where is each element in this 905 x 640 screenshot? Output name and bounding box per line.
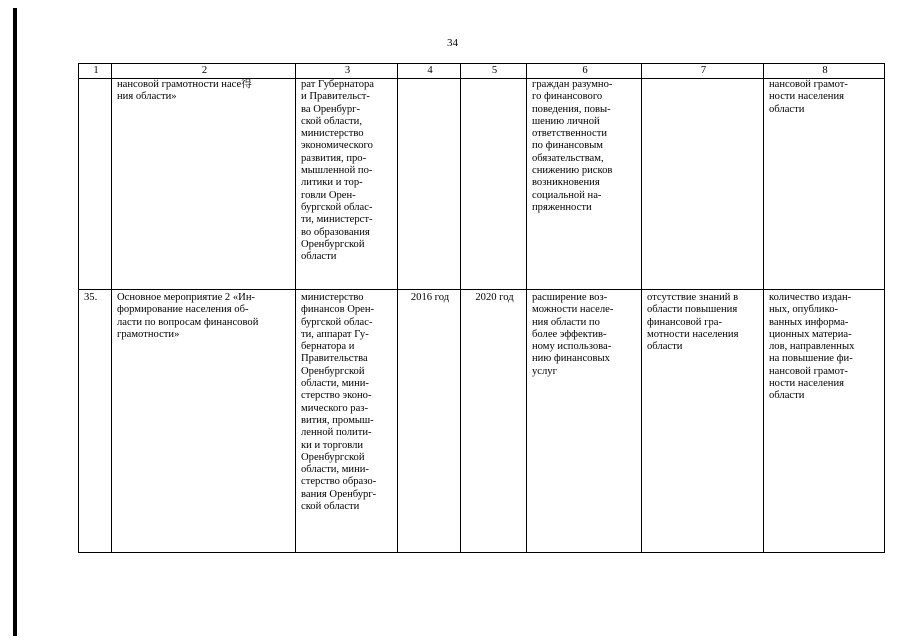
column-header: 2: [112, 64, 296, 79]
start-year-cell: 2016 год: [398, 290, 461, 553]
consequences-cell: [642, 79, 764, 290]
executors-cell: рат Губернатора и Правительст- ва Оренбург- ской области, министерство экономического развития, про- мышленной по- литики и тор- говли Орен- бургской облас- ти, министерст- во образования Оренбургской области: [296, 79, 398, 290]
indicator-cell: нансовой грамот- ности населения области: [764, 79, 885, 290]
event-cell: нансовой грамотности насе得 ния области»: [112, 79, 296, 290]
program-table: [78, 63, 885, 553]
start-year-cell: [398, 79, 461, 290]
result-cell: расширение воз- можности населе- ния области по более эффектив- ному использова- нию финансовых услуг: [527, 290, 642, 553]
column-header: 6: [527, 64, 642, 79]
column-header: 8: [764, 64, 885, 79]
row-number-cell: [79, 79, 112, 290]
column-header: 4: [398, 64, 461, 79]
column-header: 1: [79, 64, 112, 79]
column-header: 7: [642, 64, 764, 79]
end-year-cell: 2020 год: [461, 290, 527, 553]
indicator-cell: количество издан- ных, опублико- ванных информа- ционных материа- лов, направленных на повышение фи- нансовой грамот- ности населения области: [764, 290, 885, 553]
end-year-cell: [461, 79, 527, 290]
event-cell: Основное мероприятие 2 «Ин- формирование населения об- ласти по вопросам финансовой грамотности»: [112, 290, 296, 553]
table-row: [79, 290, 885, 553]
column-header: 5: [461, 64, 527, 79]
page-edge-bar: [13, 8, 17, 636]
consequences-cell: отсутствие знаний в области повышения финансовой гра- мотности населения области: [642, 290, 764, 553]
page-number: 34: [447, 37, 458, 49]
column-header: 3: [296, 64, 398, 79]
table-header-row: [79, 64, 885, 79]
table-row: [79, 79, 885, 290]
result-cell: граждан разумно- го финансового поведения, повы- шению личной ответственности по финансовым обязательствам, снижению рисков возникновения социальной на- пряженности: [527, 79, 642, 290]
row-number-cell: 35.: [79, 290, 112, 553]
executors-cell: министерство финансов Орен- бургской облас- ти, аппарат Гу- бернатора и Правительства Оренбургской области, мини- стерство эконо- мического раз- вития, промыш- ленной полити- ки и торговли Оренбургской области, мини- стерство образо- вания Оренбург- ской области: [296, 290, 398, 553]
